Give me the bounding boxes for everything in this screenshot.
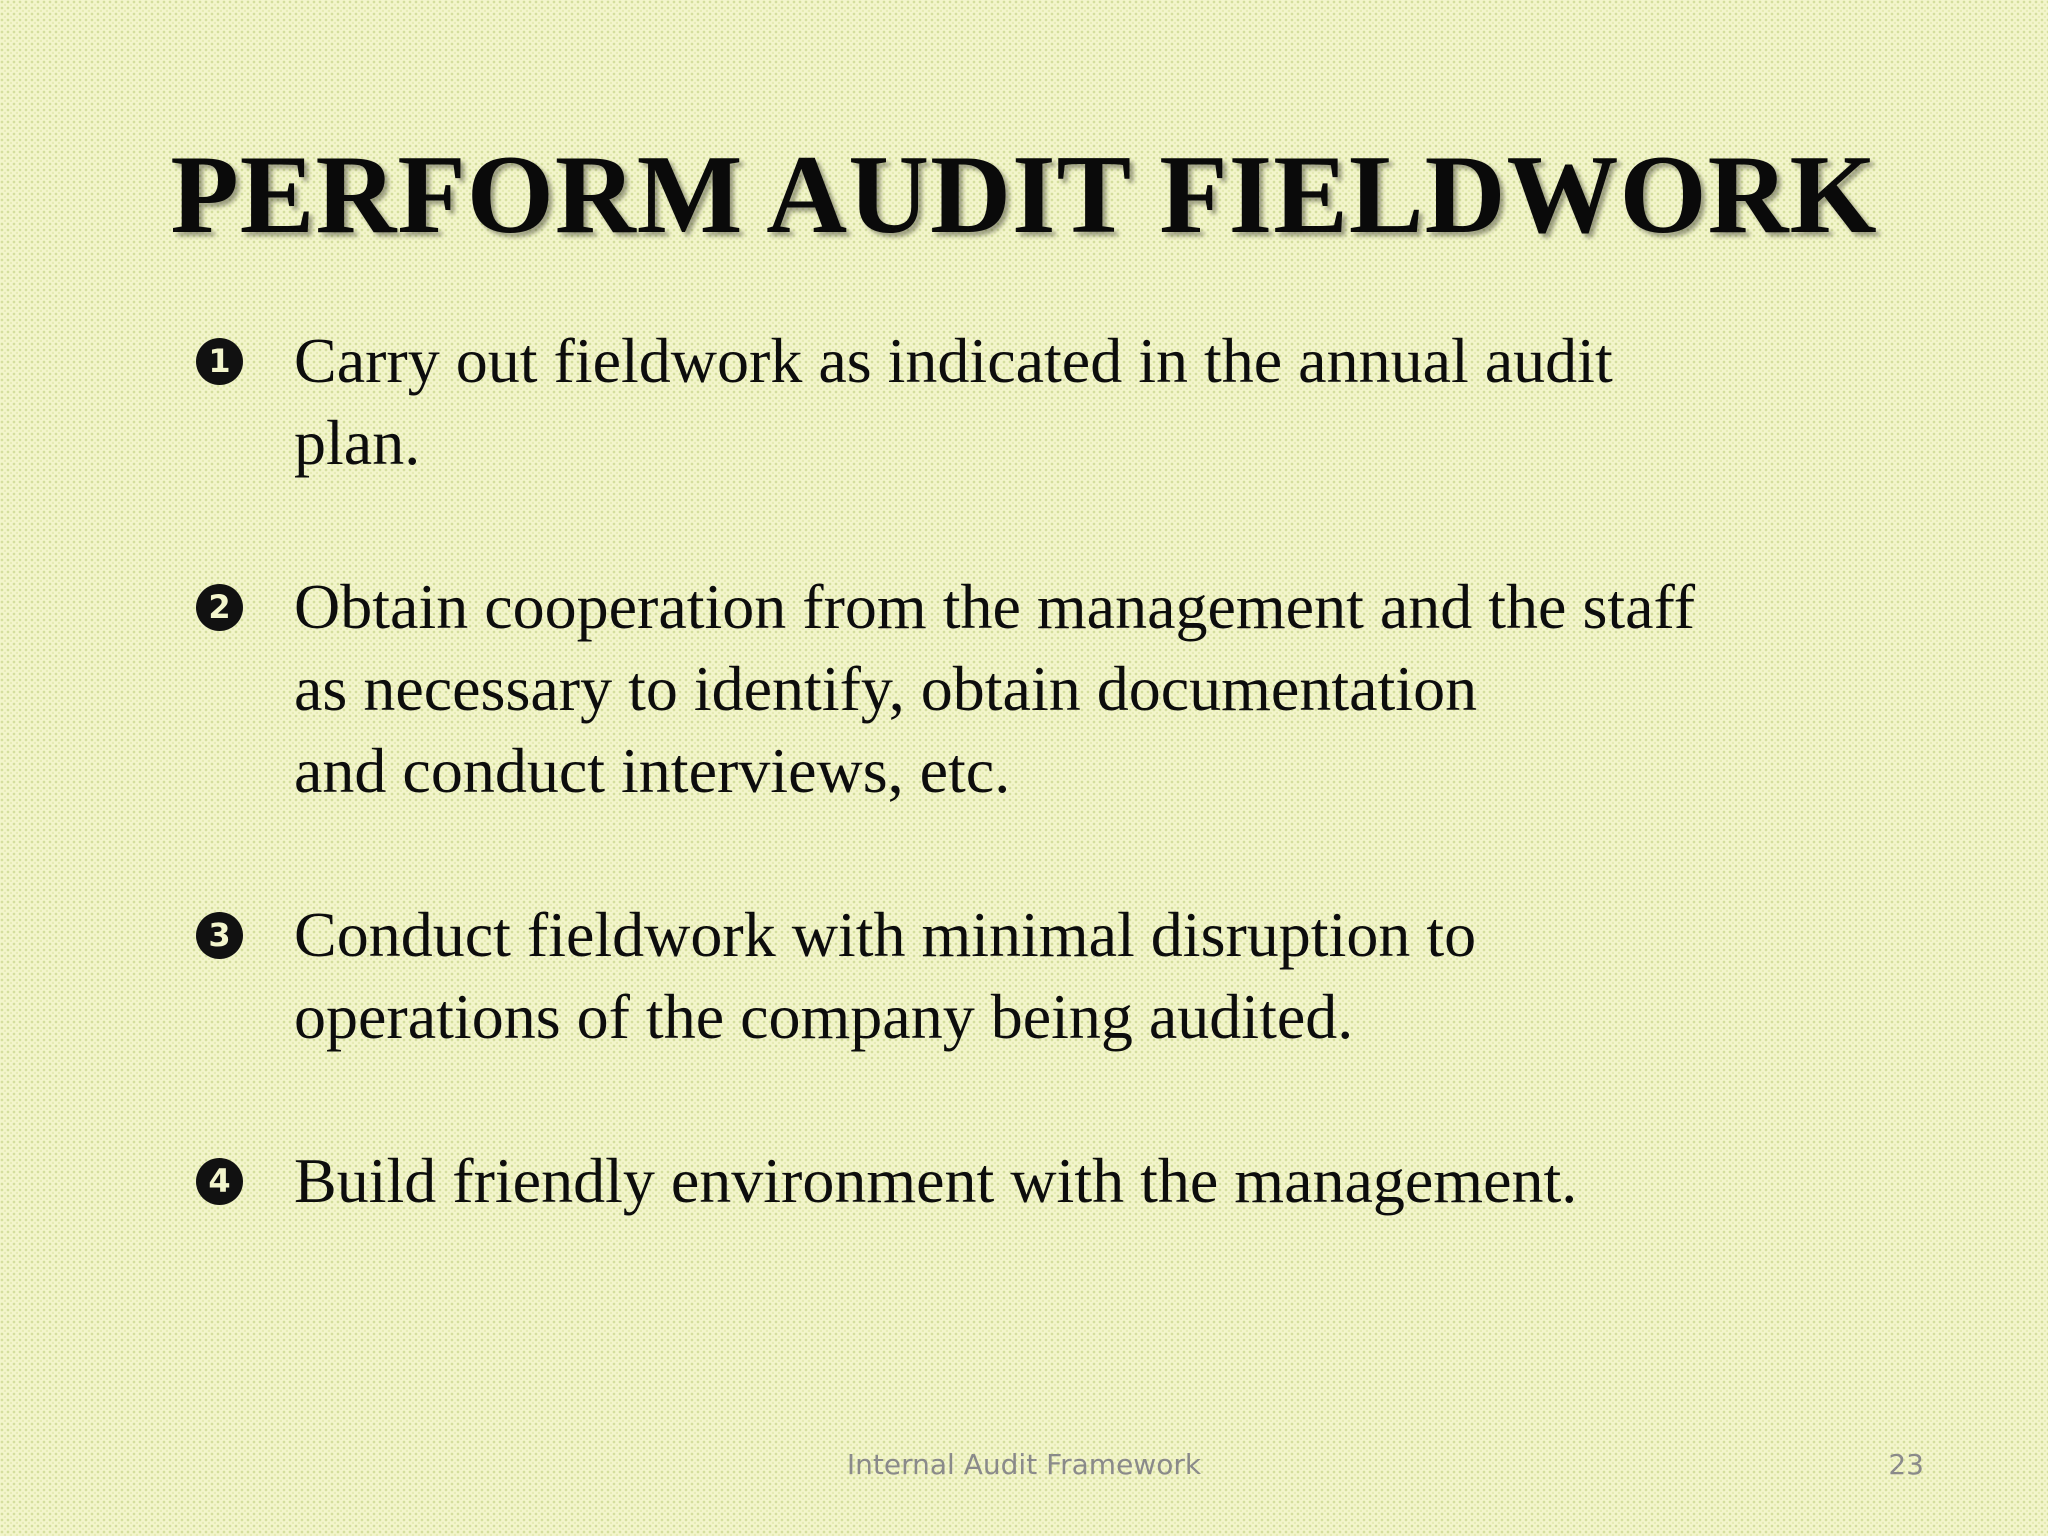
bullet-line: plan. bbox=[294, 407, 421, 478]
bullet-item bbox=[196, 894, 1836, 1058]
bullet-line: Build friendly environment with the management. bbox=[294, 1145, 1578, 1216]
numbered-circle-icon: 1 bbox=[196, 338, 243, 385]
numbered-circle-icon: 4 bbox=[196, 1158, 243, 1205]
numbered-circle-icon: 2 bbox=[196, 584, 243, 631]
page-number: 23 bbox=[1888, 1448, 1924, 1481]
bullet-item bbox=[196, 320, 1836, 484]
bullet-line: Obtain cooperation from the management and the staff bbox=[294, 571, 1695, 642]
numbered-circle-icon: 3 bbox=[196, 912, 243, 959]
footer-text: Internal Audit Framework bbox=[846, 1448, 1202, 1481]
bullet-line: as necessary to identify, obtain documentation bbox=[294, 653, 1478, 724]
bullet-list bbox=[196, 320, 1836, 1304]
bullet-line: operations of the company being audited. bbox=[294, 981, 1354, 1052]
bullet-line: Conduct fieldwork with minimal disruption to bbox=[294, 899, 1477, 970]
bullet-line: and conduct interviews, etc. bbox=[294, 735, 1011, 806]
slide-title: PERFORM AUDIT FIELDWORK bbox=[170, 133, 1878, 257]
bullet-line: Carry out fieldwork as indicated in the annual audit bbox=[294, 325, 1613, 396]
bullet-item bbox=[196, 566, 1836, 812]
bullet-item bbox=[196, 1140, 1836, 1222]
